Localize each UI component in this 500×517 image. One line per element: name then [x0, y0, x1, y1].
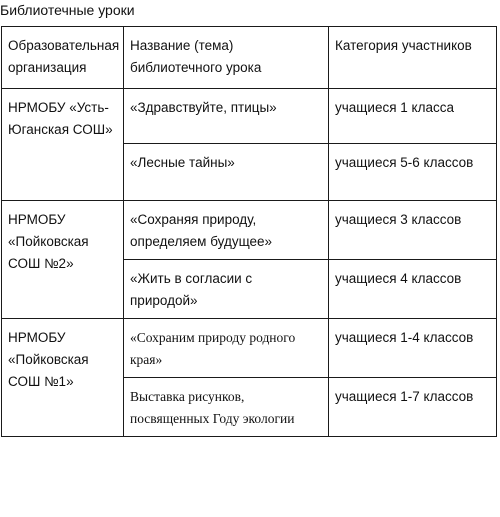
- table-row: [2, 319, 497, 378]
- organization-cell: НРМОБУ «Пойковская СОШ №2»: [2, 201, 124, 319]
- lesson-topic-cell: «Лесные тайны»: [124, 144, 329, 201]
- participants-cell: учащиеся 1-7 классов: [329, 378, 497, 437]
- participants-cell: учащиеся 1 класса: [329, 89, 497, 144]
- header-lesson-topic: Название (тема) библиотечного урока: [124, 27, 329, 89]
- header-organization: Образовательная организация: [2, 27, 124, 89]
- table-row: [2, 201, 497, 260]
- lesson-topic-cell: «Жить в согласии с природой»: [124, 260, 329, 319]
- lesson-topic-cell: Выставка рисунков, посвященных Году экологии: [124, 378, 329, 437]
- table-row: [2, 89, 497, 144]
- table-header-row: [2, 27, 497, 89]
- organization-cell: НРМОБУ «Усть-Юганская СОШ»: [2, 89, 124, 201]
- lesson-topic-cell: «Здравствуйте, птицы»: [124, 89, 329, 144]
- lesson-topic-cell: «Сохраняя природу, определяем будущее»: [124, 201, 329, 260]
- library-lessons-table: [1, 26, 497, 437]
- participants-cell: учащиеся 5-6 классов: [329, 144, 497, 201]
- document-title: Библиотечные уроки: [0, 2, 135, 18]
- organization-cell: НРМОБУ «Пойковская СОШ №1»: [2, 319, 124, 437]
- lesson-topic-cell: «Сохраним природу родного края»: [124, 319, 329, 378]
- participants-cell: учащиеся 3 классов: [329, 201, 497, 260]
- header-participants: Категория участников: [329, 27, 497, 89]
- participants-cell: учащиеся 4 классов: [329, 260, 497, 319]
- participants-cell: учащиеся 1-4 классов: [329, 319, 497, 378]
